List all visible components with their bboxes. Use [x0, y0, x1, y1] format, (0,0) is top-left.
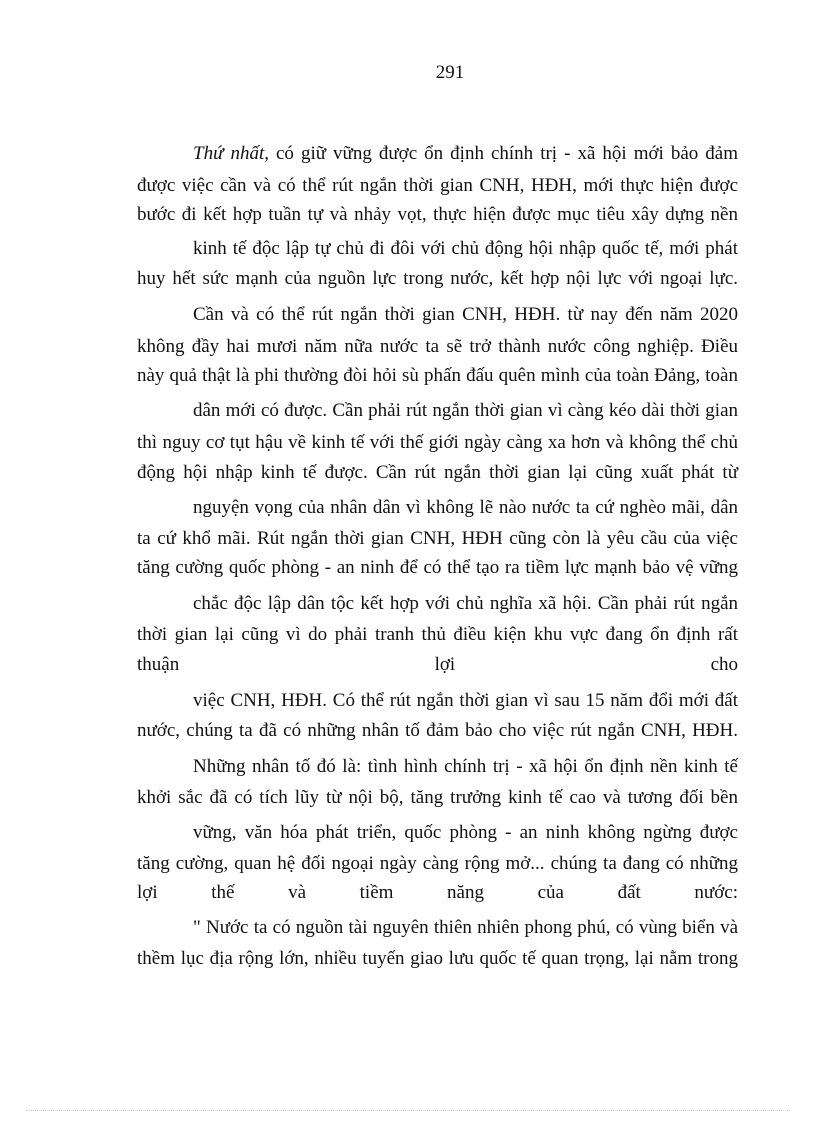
text-line: Cần và có thể rút ngắn thời gian CNH, HĐH. từ nay đến năm 2020: [193, 304, 738, 325]
text-line: tăng cường quốc phòng - an ninh để có thể tạo ra tiềm lực mạnh bảo vệ vững: [137, 557, 738, 578]
text-line: huy hết sức mạnh của nguồn lực trong nước, kết hợp nội lực với ngoại lực.: [137, 268, 738, 289]
text-line: chắc độc lập dân tộc kết hợp với chủ nghĩa xã hội. Cần phải rút ngắn: [193, 593, 738, 614]
text-line: này quả thật là phi thường đòi hỏi sù phấn đấu quên mình của toàn Đảng, toàn: [137, 365, 738, 386]
page-number: 291: [435, 62, 465, 83]
text-line-rest: , có giữ vững được ổn định chính trị - xã hội mới bảo đảm: [264, 143, 738, 164]
text-line: thời gian lại cũng vì do phải tranh thủ điều kiện khu vực đang ổn định rất: [137, 624, 738, 645]
quote-line: " Nước ta có nguồn tài nguyên thiên nhiên phong phú, có vùng biển và: [193, 917, 738, 938]
text-line: nguyện vọng của nhân dân vì không lẽ nào nước ta cứ nghèo mãi, dân: [193, 497, 738, 518]
text-line: dân mới có được. Cần phải rút ngắn thời gian vì càng kéo dài thời gian: [193, 400, 738, 421]
text-line: thì nguy cơ tụt hậu về kinh tế với thế giới ngày càng xa hơn và không thể chủ: [137, 432, 738, 453]
text-line: không đầy hai mươi năm nữa nước ta sẽ trở thành nước công nghiệp. Điều: [137, 336, 738, 357]
text-line: khởi sắc đã có tích lũy từ nội bộ, tăng trưởng kinh tế cao và tương đối bền: [137, 787, 738, 808]
text-line: nước, chúng ta đã có những nhân tố đảm bảo cho việc rút ngắn CNH, HĐH.: [137, 720, 738, 741]
text-line: tăng cường, quan hệ đối ngoại ngày càng rộng mở... chúng ta đang có những: [137, 853, 738, 874]
text-line: động hội nhập kinh tế được. Cần rút ngắn thời gian lại cũng xuất phát từ: [137, 462, 738, 483]
quote-line: thềm lục địa rộng lớn, nhiều tuyến giao lưu quốc tế quan trọng, lại nằm trong: [137, 948, 738, 969]
text-line: Những nhân tố đó là: tình hình chính trị - xã hội ổn định nền kinh tế: [193, 756, 738, 777]
text-line: vững, văn hóa phát triển, quốc phòng - an ninh không ngừng được: [193, 822, 738, 843]
text-line: ta cứ khổ mãi. Rút ngắn thời gian CNH, HĐH cũng còn là yêu cầu của việc: [137, 528, 738, 549]
text-line: việc CNH, HĐH. Có thể rút ngắn thời gian vì sau 15 năm đổi mới đất: [193, 690, 738, 711]
text-line: kinh tế độc lập tự chủ đi đôi với chủ động hội nhập quốc tế, mới phát: [193, 238, 738, 259]
emphasis-phrase: Thứ nhất: [193, 143, 265, 164]
text-line: thuận lợi cho: [137, 654, 738, 675]
page-bottom-rule: [26, 1110, 790, 1111]
text-line: được việc cần và có thể rút ngắn thời gian CNH, HĐH, mới thực hiện được: [137, 175, 738, 196]
text-line: lợi thế và tiềm năng của đất nước:: [137, 882, 738, 903]
text-line: [193, 142, 738, 166]
text-line: bước đi kết hợp tuần tự và nhảy vọt, thực hiện được mục tiêu xây dựng nền: [137, 204, 738, 225]
